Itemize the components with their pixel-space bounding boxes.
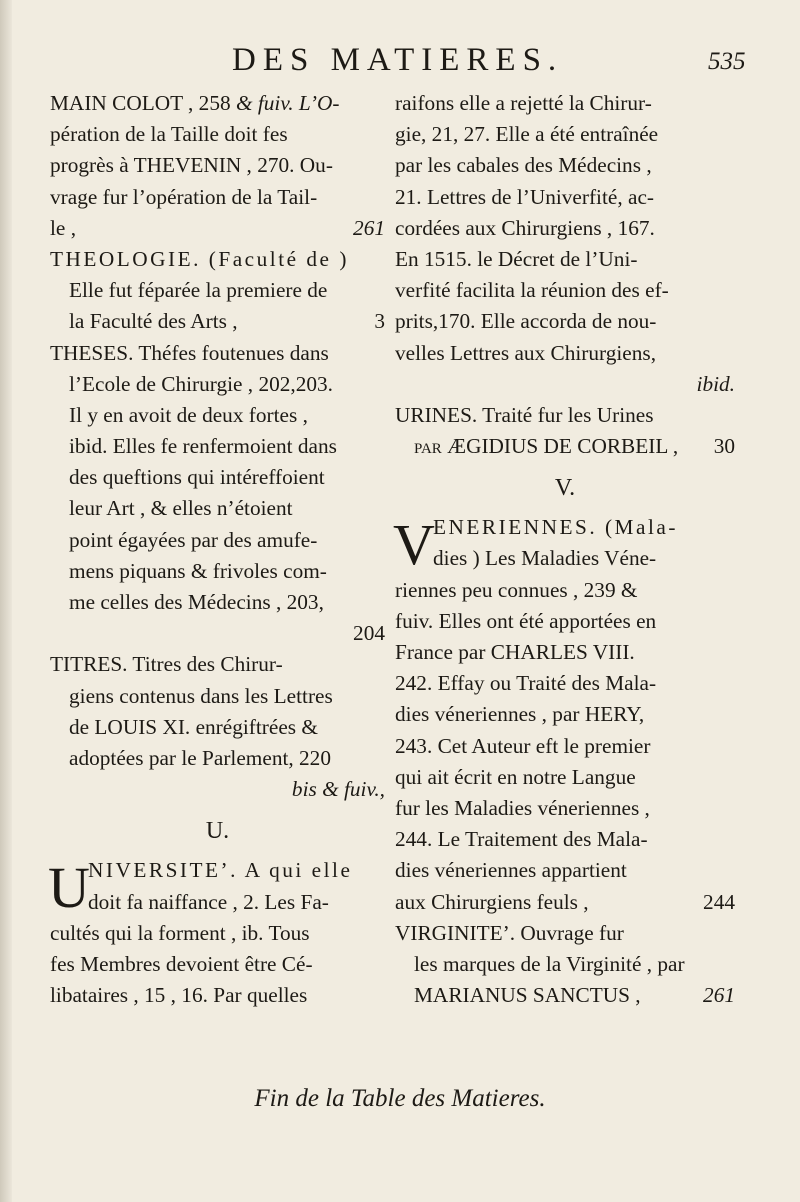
index-line: riennes peu connues , 239 & xyxy=(395,577,638,602)
index-line: En 1515. le Décret de l’Uni- xyxy=(395,246,638,271)
index-line: des queftions qui intéreffoient xyxy=(69,465,325,490)
index-text: MARIANUS SANCTUS , xyxy=(414,983,641,1008)
index-line xyxy=(395,431,735,462)
index-line: velles Lettres aux Chirurgiens, xyxy=(395,340,657,365)
index-line xyxy=(50,306,385,337)
index-line: mens piquans & frivoles com- xyxy=(69,558,327,583)
index-line xyxy=(50,88,385,119)
section-letter: U. xyxy=(205,818,230,845)
index-line: vrage fur l’opération de la Tail- xyxy=(50,184,318,209)
page-ref: 30 xyxy=(713,434,735,459)
index-line: l’Ecole de Chirurgie , 202,203. xyxy=(69,371,333,396)
page-header xyxy=(0,42,800,82)
index-line xyxy=(395,887,735,918)
page-binding-edge xyxy=(0,0,12,1202)
index-line: fur les Maladies véneriennes , xyxy=(395,795,650,820)
drop-cap: V xyxy=(393,512,435,578)
page-ref: 261 xyxy=(353,215,385,240)
page-ref: 261 xyxy=(703,983,735,1008)
index-line: dies ) Les Maladies Véne- xyxy=(433,546,657,571)
index-line: raifons elle a rejetté la Chirur- xyxy=(395,91,652,115)
index-line: leur Art , & elles n’étoient xyxy=(69,496,293,521)
drop-cap: U xyxy=(48,855,90,921)
index-line: cultés qui la forment , ib. Tous xyxy=(50,920,310,945)
index-line: 242. Effay ou Traité des Mala- xyxy=(395,671,657,696)
index-column-left xyxy=(50,88,385,1011)
index-entry-heading: VIRGINITE’. Ouvrage fur xyxy=(395,920,624,945)
index-line: prits,170. Elle accorda de nou- xyxy=(395,309,657,334)
index-line: fuiv. Elles ont été apportées en xyxy=(395,608,657,633)
index-line: dies véneriennes , par HERY, xyxy=(395,702,645,727)
index-line: pération de la Taille doit fes xyxy=(50,122,288,147)
page-ref: 204 xyxy=(353,621,385,646)
index-line: progrès à THEVENIN , 270. Ou- xyxy=(50,153,333,178)
index-line: cordées aux Chirurgiens , 167. xyxy=(395,215,655,240)
index-text: la Faculté des Arts , xyxy=(69,309,238,334)
index-entry-heading: TITRES. Titres des Chirur- xyxy=(50,652,283,677)
index-line: Il y en avoit de deux fortes , xyxy=(69,402,308,427)
index-line: NIVERSITE’. A qui elle xyxy=(88,858,353,883)
index-line: France par CHARLES VIII. xyxy=(395,640,635,664)
index-line: fes Membres devoient être Cé- xyxy=(50,951,313,976)
index-text: par ÆGIDIUS DE CORBEIL , xyxy=(414,434,679,459)
index-line: dies véneriennes appartient xyxy=(395,858,627,883)
index-line: Elle fut féparée la premiere de xyxy=(69,278,328,303)
index-line: me celles des Médecins , 203, xyxy=(69,590,324,614)
index-line: 244. Le Traitement des Mala- xyxy=(395,827,648,852)
index-column-right xyxy=(395,88,735,1011)
page-number: 535 xyxy=(708,48,746,75)
page-ref: 3 xyxy=(374,309,385,334)
index-line: ibid. Elles fe renfermoient dans xyxy=(69,434,337,459)
page-ref: 244 xyxy=(703,889,735,914)
index-line: adoptées par le Parlement, 220 xyxy=(69,745,331,770)
index-line xyxy=(50,213,385,244)
index-text: fuiv. L’O- xyxy=(252,91,340,115)
index-line: libataires , 15 , 16. Par quelles xyxy=(50,983,308,1008)
index-text: le , xyxy=(50,215,77,240)
index-entry-heading: URINES. Traité fur les Urines xyxy=(395,402,654,427)
index-entry-dropcap xyxy=(395,512,735,917)
running-head: DES MATIERES. xyxy=(232,42,564,78)
index-line: qui ait écrit en notre Langue xyxy=(395,764,636,789)
index-line: 21. Lettres de l’Univerfité, ac- xyxy=(395,184,654,209)
index-line: 243. Cet Auteur eft le premier xyxy=(395,733,651,758)
index-line xyxy=(395,980,735,1011)
index-entry-dropcap xyxy=(50,855,385,1011)
index-line: gie, 21, 27. Elle a été entraînée xyxy=(395,122,659,147)
index-text: MAIN COLOT , 258 xyxy=(50,91,236,115)
index-text: aux Chirurgiens feuls , xyxy=(395,889,589,914)
index-entry-heading: THEOLOGIE. (Faculté de ) xyxy=(50,246,349,271)
index-line: verfité facilita la réunion des ef- xyxy=(395,278,669,303)
index-line: giens contenus dans les Lettres xyxy=(69,683,333,708)
index-line: ENERIENNES. (Mala- xyxy=(433,515,678,540)
page-ref: ibid. xyxy=(696,371,735,396)
index-line: de LOUIS XI. enrégiftrées & xyxy=(69,714,318,739)
index-text: & xyxy=(235,91,253,115)
page-ref: bis & fuiv., xyxy=(291,777,385,802)
index-line: doit fa naiffance , 2. Les Fa- xyxy=(88,889,329,914)
index-line: par les cabales des Médecins , xyxy=(395,153,652,178)
section-letter: V. xyxy=(554,475,576,502)
index-line: point égayées par des amufe- xyxy=(69,527,318,552)
index-entry-heading: THESES. Théfes foutenues dans xyxy=(50,340,329,365)
index-line: les marques de la Virginité , par xyxy=(414,951,685,976)
end-note: Fin de la Table des Matieres. xyxy=(254,1085,546,1112)
